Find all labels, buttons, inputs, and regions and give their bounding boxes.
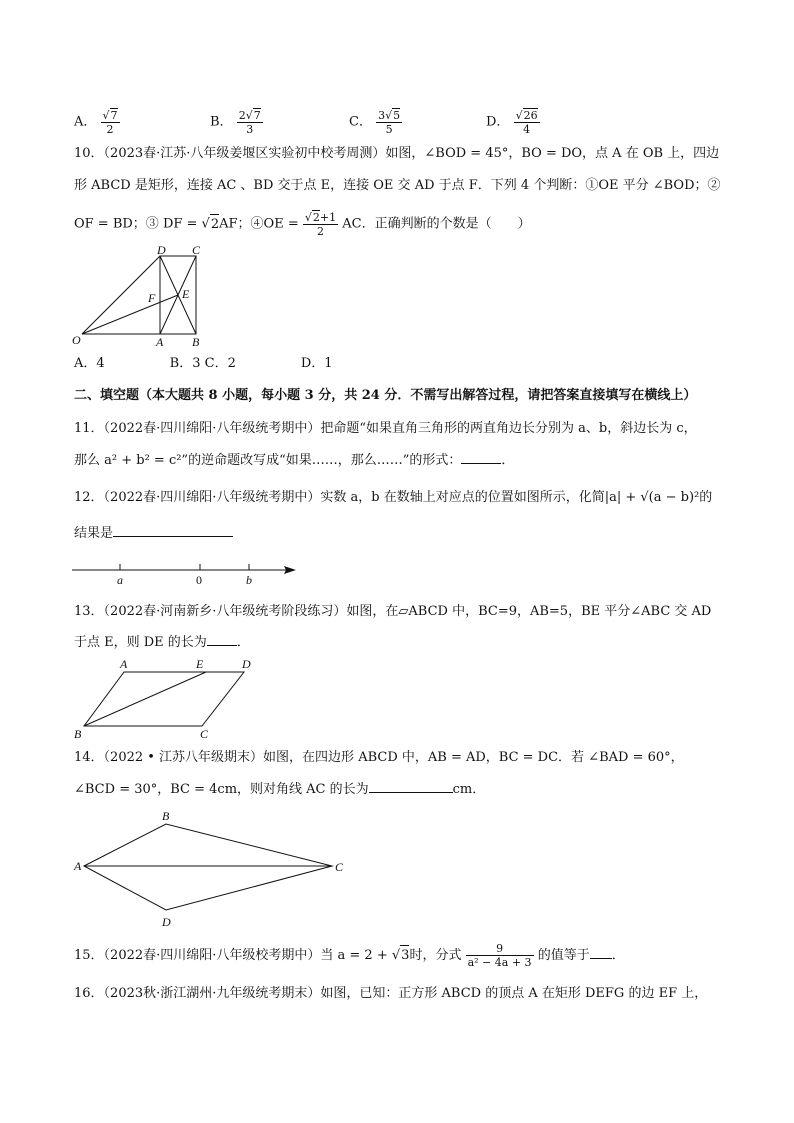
q11-line2: 那么 a² + b² = c²”的逆命题改写成“如果……，那么……”的形式： ． xyxy=(74,453,515,468)
q14-answer-blank[interactable] xyxy=(369,792,453,793)
q14-label-d: D xyxy=(162,915,171,929)
q13-figure xyxy=(72,656,262,740)
q10-label-o: O xyxy=(72,333,81,347)
q12-number-line xyxy=(70,556,306,590)
q13-line1: 13．（2022春·河南新乡·八年级统考阶段练习）如图，在▱ABCD 中，BC=9，AB=5，BE 平分∠ABC 交 AD xyxy=(74,604,712,619)
q10-label-e: E xyxy=(182,287,190,301)
q12-axis-a: a xyxy=(117,573,123,587)
q10-line3: OF = BD；③ DF = √2AF；④OE = $\frac{√2+1}{2}$ AC．正确判断的个数是（ ） xyxy=(74,211,531,238)
q9-option-c: C． $\frac{3√5}{5}$ xyxy=(349,109,401,136)
q14-label-c: C xyxy=(335,860,344,874)
q14-line2: ∠BCD = 30°，BC = 4cm，则对角线 AC 的长为 cm． xyxy=(74,782,486,797)
q10-label-c: C xyxy=(192,244,201,257)
q14-label-b: B xyxy=(162,809,170,823)
q13-label-b: B xyxy=(74,727,82,740)
q13-label-d: D xyxy=(242,657,251,671)
q13-line2: 于点 E，则 DE 的长为 ． xyxy=(74,635,250,650)
q10-label-b: B xyxy=(192,335,200,349)
q12-answer-blank[interactable] xyxy=(113,536,233,537)
q14-line1: 14．（2022 • 江苏八年级期末）如图，在四边形 ABCD 中，AB = AD，BC = DC．若 ∠BAD = 60°， xyxy=(74,750,684,765)
q12-line1: 12．（2022春·四川绵阳·八年级统考期中）实数 a，b 在数轴上对应点的位置如图所示，化简|a| + √(a − b)²的 xyxy=(74,490,713,505)
q12-axis-0: 0 xyxy=(196,573,202,587)
q10-line2: 形 ABCD 是矩形，连接 AC 、BD 交于点 E，连接 OE 交 AD 于点 F．下列 4 个判断：①OE 平分 ∠BOD；② xyxy=(74,178,721,193)
q14-figure xyxy=(70,806,360,932)
q10-figure xyxy=(70,244,210,350)
q16-line1: 16．（2023秋·浙江湖州·九年级统考期末）如图，已知：正方形 ABCD 的顶点 A 在矩形 DEFG 的边 EF 上， xyxy=(74,986,708,1001)
q9-option-a: A． $\frac{√7}{2}$ xyxy=(74,109,118,136)
q10-label-a: A xyxy=(156,335,164,349)
q12-axis-b: b xyxy=(246,573,252,587)
q10-label-d: D xyxy=(157,244,166,257)
q13-label-a: A xyxy=(120,657,128,671)
q11-answer-blank[interactable] xyxy=(461,463,501,464)
q9-option-b: B． $\frac{2√7}{3}$ xyxy=(210,109,261,136)
q10-label-f: F xyxy=(148,291,156,305)
q12-line2: 结果是 xyxy=(74,524,233,544)
q15-answer-blank[interactable] xyxy=(590,958,612,959)
q13-label-c: C xyxy=(200,727,209,740)
q13-label-e: E xyxy=(196,657,204,671)
section-heading: 二、填空题（本大题共 8 小题，每小题 3 分，共 24 分．不需写出解答过程，请把答案直接填写在横线上） xyxy=(74,388,697,403)
q13-answer-blank[interactable] xyxy=(207,645,237,646)
q9-options xyxy=(74,100,734,136)
q11-line1: 11．（2022春·四川绵阳·八年级统考期中）把命题“如果直角三角形的两直角边长分别为 a、b，斜边长为 c， xyxy=(74,421,697,436)
q9-option-d: D． $\frac{√26}{4}$ xyxy=(486,109,538,136)
q10-options: A．4 B．3 C．2 D．1 xyxy=(74,356,333,371)
q14-label-a: A xyxy=(74,859,82,873)
q15-line: 15．（2022春·四川绵阳·八年级校考期中）当 a = 2 + √3时，分式 $\frac{9}{\text{a² − 4a + 3}}$ 的值等于 ． xyxy=(74,942,625,969)
q10-line1: 10．（2023春·江苏·八年级姜堰区实验初中校考周测）如图，∠BOD = 45°，BO = DO，点 A 在 OB 上，四边 xyxy=(74,146,720,161)
